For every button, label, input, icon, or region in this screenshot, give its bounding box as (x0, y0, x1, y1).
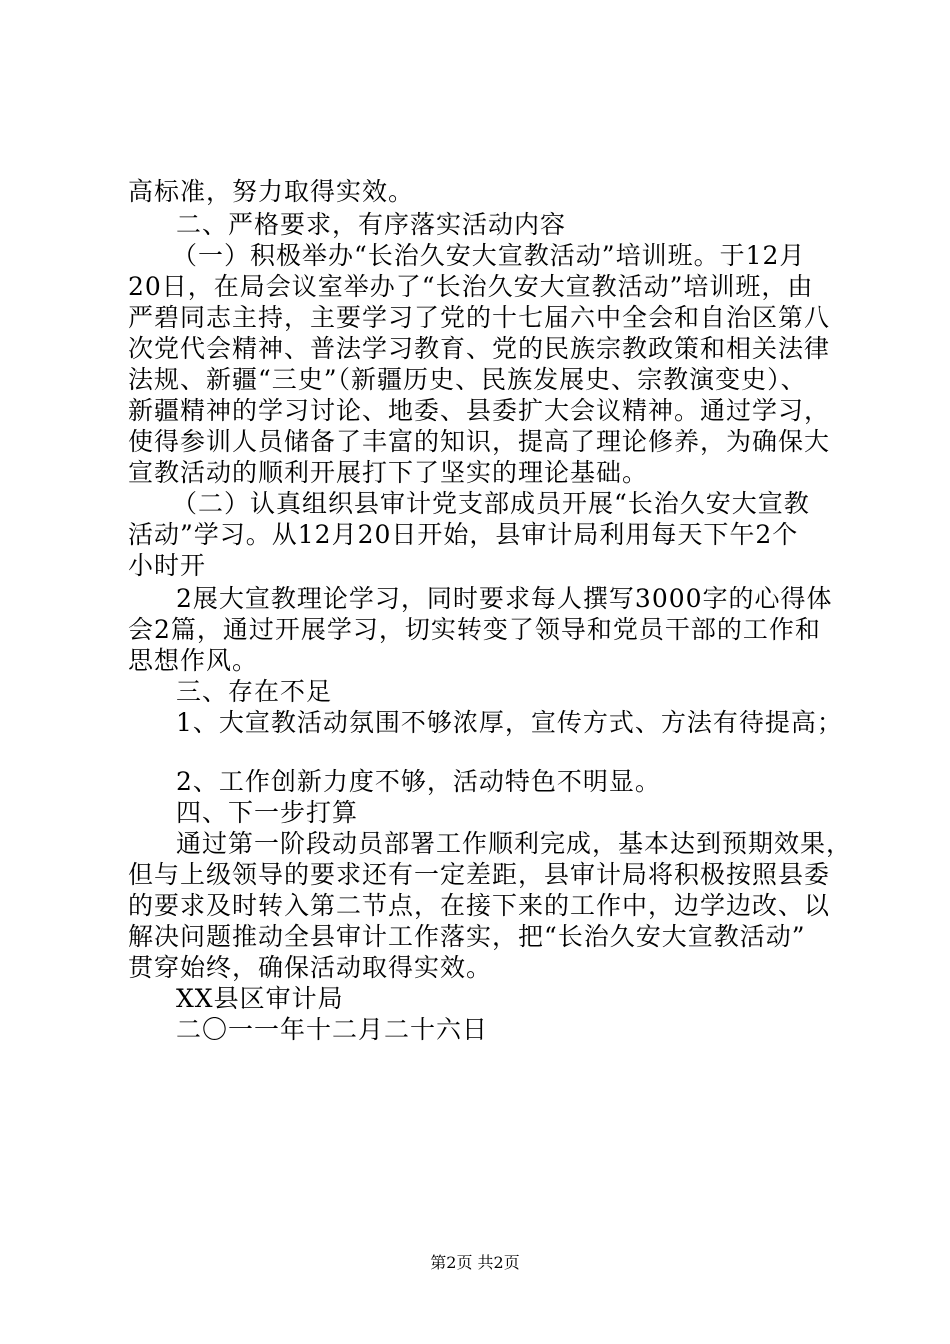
paragraph-line: 贯穿始终，确保活动取得实效。 (128, 953, 493, 982)
paragraph-line: 法规、新疆“三史”（新疆历史、民族发展史、宗教演变史）、 (128, 365, 807, 394)
signature-organization: XX县区审计局 (176, 984, 344, 1013)
section-heading: 二、严格要求，有序落实活动内容 (176, 210, 567, 239)
paragraph-line: （一）积极举办“长治久安大宣教活动”培训班。于12月 (172, 241, 806, 270)
section-heading: 三、存在不足 (176, 677, 333, 706)
page-footer: 第2页 共2页 (430, 1253, 520, 1272)
paragraph-line: 使得参训人员储备了丰富的知识，提高了理论修养，为确保大 (128, 427, 831, 456)
paragraph-line: 思想作风。 (128, 646, 259, 675)
paragraph-line: 2展大宣教理论学习，同时要求每人撰写3000字的心得体 (176, 584, 833, 613)
paragraph-line: 通过第一阶段动员部署工作顺利完成，基本达到预期效果， (176, 829, 853, 858)
paragraph-line: 1、大宣教活动氛围不够浓厚，宣传方式、方法有待提高； (176, 708, 843, 737)
signature-date: 二〇一一年十二月二十六日 (176, 1015, 489, 1044)
paragraph-line: 会2篇，通过开展学习，切实转变了领导和党员干部的工作和 (128, 615, 821, 644)
paragraph-line: 解决问题推动全县审计工作落实，把“长治久安大宣教活动” (128, 922, 806, 951)
paragraph-line: 活动”学习。从12月20日开始，县审计局利用每天下午2个 (128, 520, 799, 549)
paragraph-line: 但与上级领导的要求还有一定差距，县审计局将积极按照县委 (128, 860, 831, 889)
paragraph-line: （二）认真组织县审计党支部成员开展“长治久安大宣教 (172, 489, 810, 518)
section-heading: 四、下一步打算 (176, 798, 359, 827)
paragraph-line: 2、工作创新力度不够，活动特色不明显。 (176, 767, 661, 796)
paragraph-line: 小时开 (128, 551, 207, 580)
paragraph-line: 新疆精神的学习讨论、地委、县委扩大会议精神。通过学习， (128, 396, 831, 425)
paragraph-line: 的要求及时转入第二节点，在接下来的工作中，边学边改、以 (128, 891, 831, 920)
paragraph-line: 高标准，努力取得实效。 (128, 177, 415, 206)
paragraph-line: 宣教活动的顺利开展打下了坚实的理论基础。 (128, 458, 649, 487)
paragraph-line: 严碧同志主持，主要学习了党的十七届六中全会和自治区第八 (128, 303, 831, 332)
paragraph-line: 次党代会精神、普法学习教育、党的民族宗教政策和相关法律 (128, 334, 831, 363)
paragraph-line: 20日，在局会议室举办了“长治久安大宣教活动”培训班，由 (128, 272, 814, 301)
